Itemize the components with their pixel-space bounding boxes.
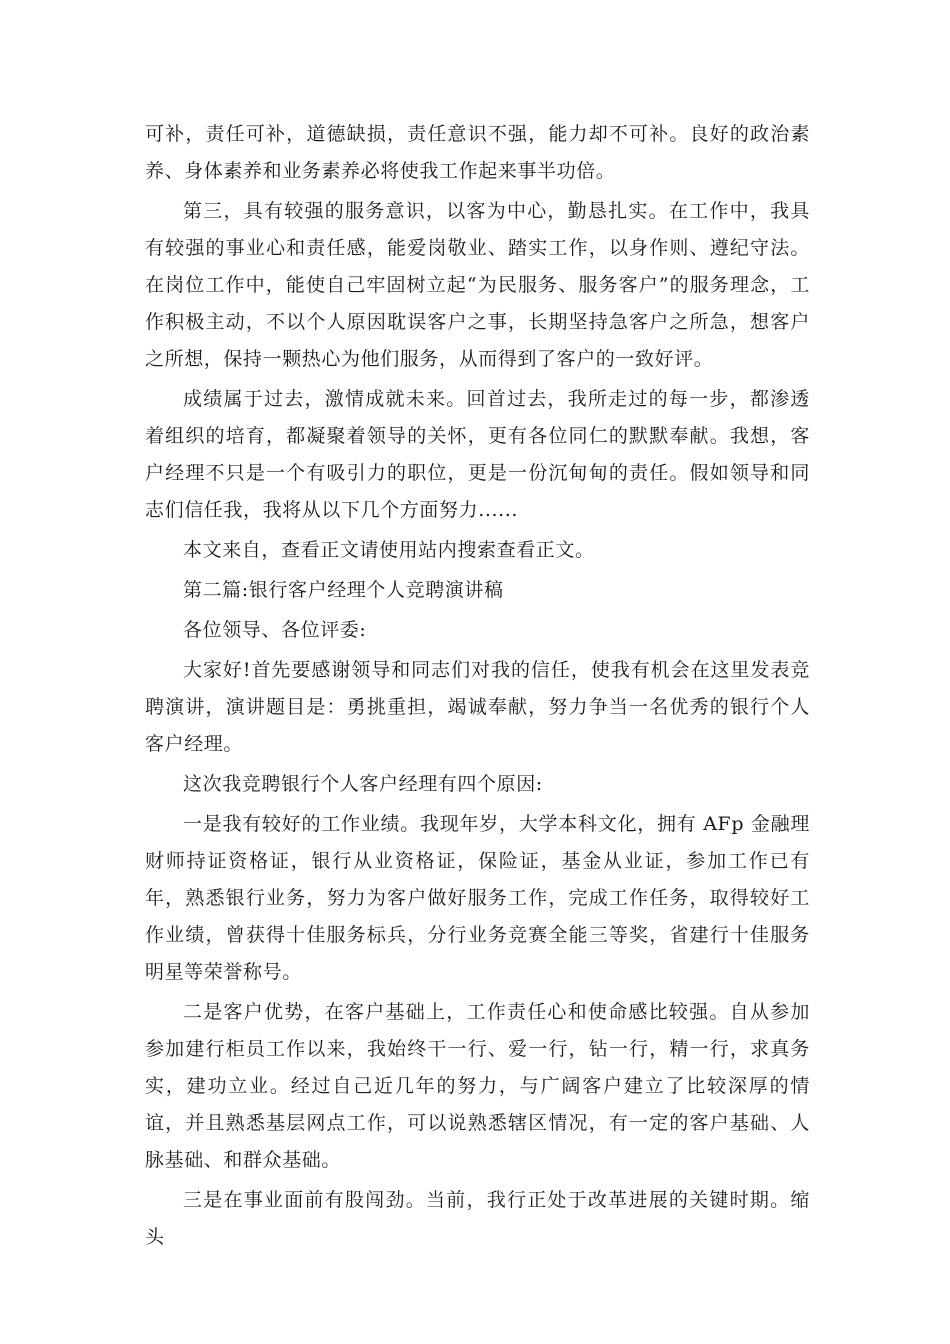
paragraph-2: 第三，具有较强的服务意识，以客为中心，勤恳扎实。在工作中，我具有较强的事业心和责任感，能爱岗敬业、踏实工作，以身作则、遵纪守法。在岗位工作中，能使自己牢固树立起“为民服务、服务客户”的服务理念，工作积极主动，不以个人原因耽误客户之事，长期坚持急客户之所急，想客户之所想，保持一颗热心为他们服务，从而得到了客户的一致好评。 bbox=[145, 200, 810, 370]
paragraph-11: 三是在事业面前有股闯劲。当前，我行正处于改革进展的关键时期。缩头 bbox=[145, 1189, 810, 1248]
paragraph-10: 二是客户优势，在客户基础上，工作责任心和使命感比较强。自从参加参加建行柜员工作以来，我始终干一行、爱一行，钻一行，精一行，求真务实，建功立业。经过自己近几年的努力，与广阔客户建立了比较深厚的情谊，并且熟悉基层网点工作，可以说熟悉辖区情况，有一定的客户基础、人脉基础、和群众基础。 bbox=[145, 1001, 810, 1171]
paragraph-1: 可补，责任可补，道德缺损，责任意识不强，能力却不可补。良好的政治素养、身体素养和业务素养必将使我工作起来事半功倍。 bbox=[145, 123, 810, 182]
document-body bbox=[145, 116, 810, 1256]
paragraph-5-heading: 第二篇:银行客户经理个人竞聘演讲稿 bbox=[183, 579, 504, 601]
paragraph-4: 本文来自，查看正文请使用站内搜索查看正文。 bbox=[183, 539, 595, 561]
paragraph-3: 成绩属于过去，激情成就未来。回首过去，我所走过的每一步，都渗透着组织的培育，都凝聚着领导的关怀，更有各位同仁的默默奉献。我想，客户经理不只是一个有吸引力的职位，更是一份沉甸甸的责任。假如领导和同志们信任我，我将从以下几个方面努力...... bbox=[145, 388, 810, 521]
paragraph-6-salutation: 各位领导、各位评委: bbox=[183, 619, 367, 641]
paragraph-7: 大家好!首先要感谢领导和同志们对我的信任，使我有机会在这里发表竞聘演讲，演讲题目是：勇挑重担，竭诚奉献，努力争当一名优秀的银行个人客户经理。 bbox=[145, 659, 810, 755]
paragraph-9: 一是我有较好的工作业绩。我现年岁，大学本科文化，拥有 AFp 金融理财师持证资格证，银行从业资格证，保险证，基金从业证，参加工作已有年，熟悉银行业务，努力为客户做好服务工作，完成工作任务，取得较好工作业绩，曾获得十佳服务标兵，分行业务竞赛全能三等奖，省建行十佳服务明星等荣誉称号。 bbox=[145, 813, 810, 983]
paragraph-8: 这次我竞聘银行个人客户经理有四个原因: bbox=[183, 773, 543, 795]
